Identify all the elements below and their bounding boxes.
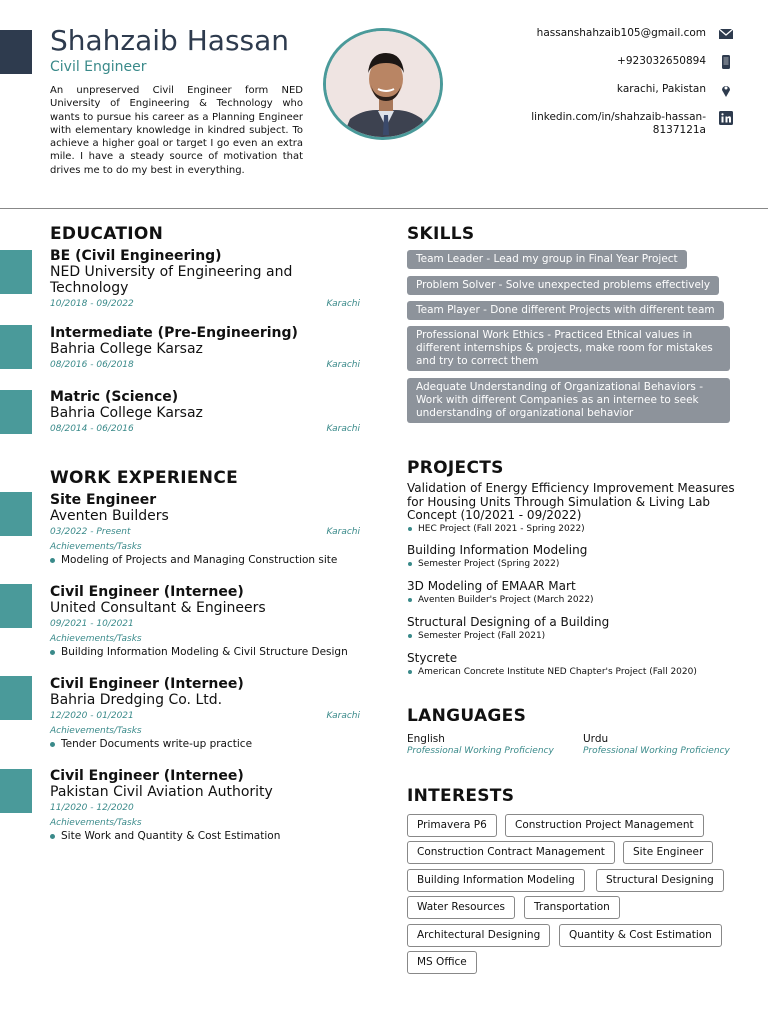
work-accent-block [0,676,32,720]
work-dates: 12/2020 - 01/2021 [50,711,134,721]
contact-location-text: karachi, Pakistan [616,83,706,95]
project-item [407,580,737,606]
job-role: Civil Engineer (Internee) [50,584,244,600]
job-role: Site Engineer [50,492,157,508]
profile-photo [323,28,443,140]
education-dates: 10/2018 - 09/2022 [50,299,134,309]
project-title: Structural Designing of a Building [407,615,610,629]
contact-linkedin-text[interactable]: linkedin.com/in/shahzaib-hassan-8137121a [531,111,706,136]
person-portrait-icon [326,31,443,140]
school-name: NED University of Engineering and Technology [50,264,293,296]
work-dates: 03/2022 - Present [50,527,131,537]
contact-phone-text[interactable]: +923032650894 [617,55,706,67]
project-title: 3D Modeling of EMAAR Mart [407,579,576,593]
work-meta [50,618,360,630]
project-detail: American Concrete Institute NED Chapter's Project (Fall 2020) [407,666,737,678]
interest-tag: Site Engineer [623,841,713,864]
work-dates: 09/2021 - 10/2021 [50,619,134,629]
education-entry [50,325,360,371]
education-dates: 08/2016 - 06/2018 [50,360,134,370]
project-title: Validation of Energy Efficiency Improvement Measures for Housing Units Through Simulation & Living Lab Concept (10/2021 - 09/2022) [407,481,735,522]
education-location: Karachi [326,360,360,370]
company-name: Bahria Dredging Co. Ltd. [50,692,223,708]
job-role: Civil Engineer (Internee) [50,676,244,692]
achievements-label: Achievements/Tasks [50,818,142,828]
language-level: Professional Working Proficiency [583,746,730,756]
work-experience-heading: WORK EXPERIENCE [50,468,239,488]
company-name: Aventen Builders [50,508,169,524]
education-meta [50,298,360,310]
interest-tag: Building Information Modeling [407,869,585,892]
achievements-label: Achievements/Tasks [50,542,142,552]
skill-chip: Professional Work Ethics - Practiced Ethical values in different internships & projects, make room for mistakes and try to correct them [407,326,730,371]
project-detail: HEC Project (Fall 2021 - Spring 2022) [407,523,737,535]
work-entry [50,492,360,567]
work-entry [50,768,360,843]
interest-tag: Water Resources [407,896,515,919]
project-item [407,652,737,678]
linkedin-icon [718,111,734,125]
work-entry [50,676,360,751]
task-item: Tender Documents write-up practice [50,737,360,751]
education-location: Karachi [326,299,360,309]
interest-tag: Construction Contract Management [407,841,615,864]
language-level: Professional Working Proficiency [407,746,554,756]
work-accent-block [0,769,32,813]
languages-heading: LANGUAGES [407,706,527,726]
work-meta [50,526,360,538]
profile-summary: An unpreserved Civil Engineer form NED University of Engineering & Technology who wants to pursue his career as a Planning Engineer with elementary knowledge in kindred subject. To achieve a higher goal or target I go even an extra mile. I have a steady source of motivation that drives me to do my best in everything. [50,85,303,176]
contact-email[interactable] [494,27,734,40]
company-name: Pakistan Civil Aviation Authority [50,784,273,800]
education-meta [50,423,360,435]
education-heading: EDUCATION [50,224,164,244]
work-accent-block [0,584,32,628]
candidate-title: Civil Engineer [50,59,147,75]
work-location: Karachi [326,711,360,721]
skill-chip: Problem Solver - Solve unexpected problems effectively [407,276,719,295]
language-item [583,733,730,756]
skill-chip: Team Leader - Lead my group in Final Year Project [407,250,687,269]
contact-location [494,83,734,96]
contact-linkedin[interactable] [494,111,734,137]
location-pin-icon [718,83,734,97]
education-location: Karachi [326,424,360,434]
skills-heading: SKILLS [407,224,475,244]
contact-list [494,27,734,152]
task-item: Modeling of Projects and Managing Construction site [50,553,360,567]
education-accent-block [0,250,32,294]
interest-tag: Primavera P6 [407,814,497,837]
company-name: United Consultant & Engineers [50,600,266,616]
skill-chip: Adequate Understanding of Organizational Behaviors - Work with different Companies as an internee to seek understanding of organizational behavior [407,378,730,423]
contact-phone[interactable] [494,55,734,68]
project-title: Building Information Modeling [407,543,588,557]
language-name: English [407,733,445,745]
work-entry [50,584,360,659]
education-entry [50,248,360,310]
candidate-name: Shahzaib Hassan [50,24,290,57]
work-meta [50,802,360,814]
degree-title: Matric (Science) [50,389,179,405]
school-name: Bahria College Karsaz [50,405,203,421]
degree-title: Intermediate (Pre-Engineering) [50,325,298,341]
education-dates: 08/2014 - 06/2016 [50,424,134,434]
projects-heading: PROJECTS [407,458,504,478]
interest-tag: Quantity & Cost Estimation [559,924,722,947]
interest-tag: Transportation [524,896,620,919]
education-meta [50,359,360,371]
education-accent-block [0,390,32,434]
language-name: Urdu [583,733,609,745]
interests-heading: INTERESTS [407,786,515,806]
contact-email-text[interactable]: hassanshahzaib105@gmail.com [536,27,706,39]
interest-tag: Structural Designing [596,869,724,892]
project-title: Stycrete [407,651,458,665]
skill-chip: Team Player - Done different Projects with different team [407,301,724,320]
work-accent-block [0,492,32,536]
project-detail: Semester Project (Spring 2022) [407,558,737,570]
interest-tag: Construction Project Management [505,814,704,837]
work-dates: 11/2020 - 12/2020 [50,803,134,813]
degree-title: BE (Civil Engineering) [50,248,222,264]
project-item [407,482,737,535]
task-item: Site Work and Quantity & Cost Estimation [50,829,360,843]
job-role: Civil Engineer (Internee) [50,768,244,784]
header-divider [0,208,768,209]
header-accent-block [0,30,32,74]
project-item [407,544,737,570]
achievements-label: Achievements/Tasks [50,634,142,644]
school-name: Bahria College Karsaz [50,341,203,357]
education-accent-block [0,325,32,369]
project-detail: Aventen Builder's Project (March 2022) [407,594,737,606]
work-location: Karachi [326,527,360,537]
interest-tag: MS Office [407,951,477,974]
work-meta [50,710,360,722]
project-item [407,616,737,642]
email-icon [718,27,734,41]
task-item: Building Information Modeling & Civil Structure Design [50,645,360,659]
interest-tag: Architectural Designing [407,924,550,947]
education-entry [50,389,360,435]
achievements-label: Achievements/Tasks [50,726,142,736]
language-item [407,733,554,756]
project-detail: Semester Project (Fall 2021) [407,630,737,642]
phone-icon [718,55,734,69]
